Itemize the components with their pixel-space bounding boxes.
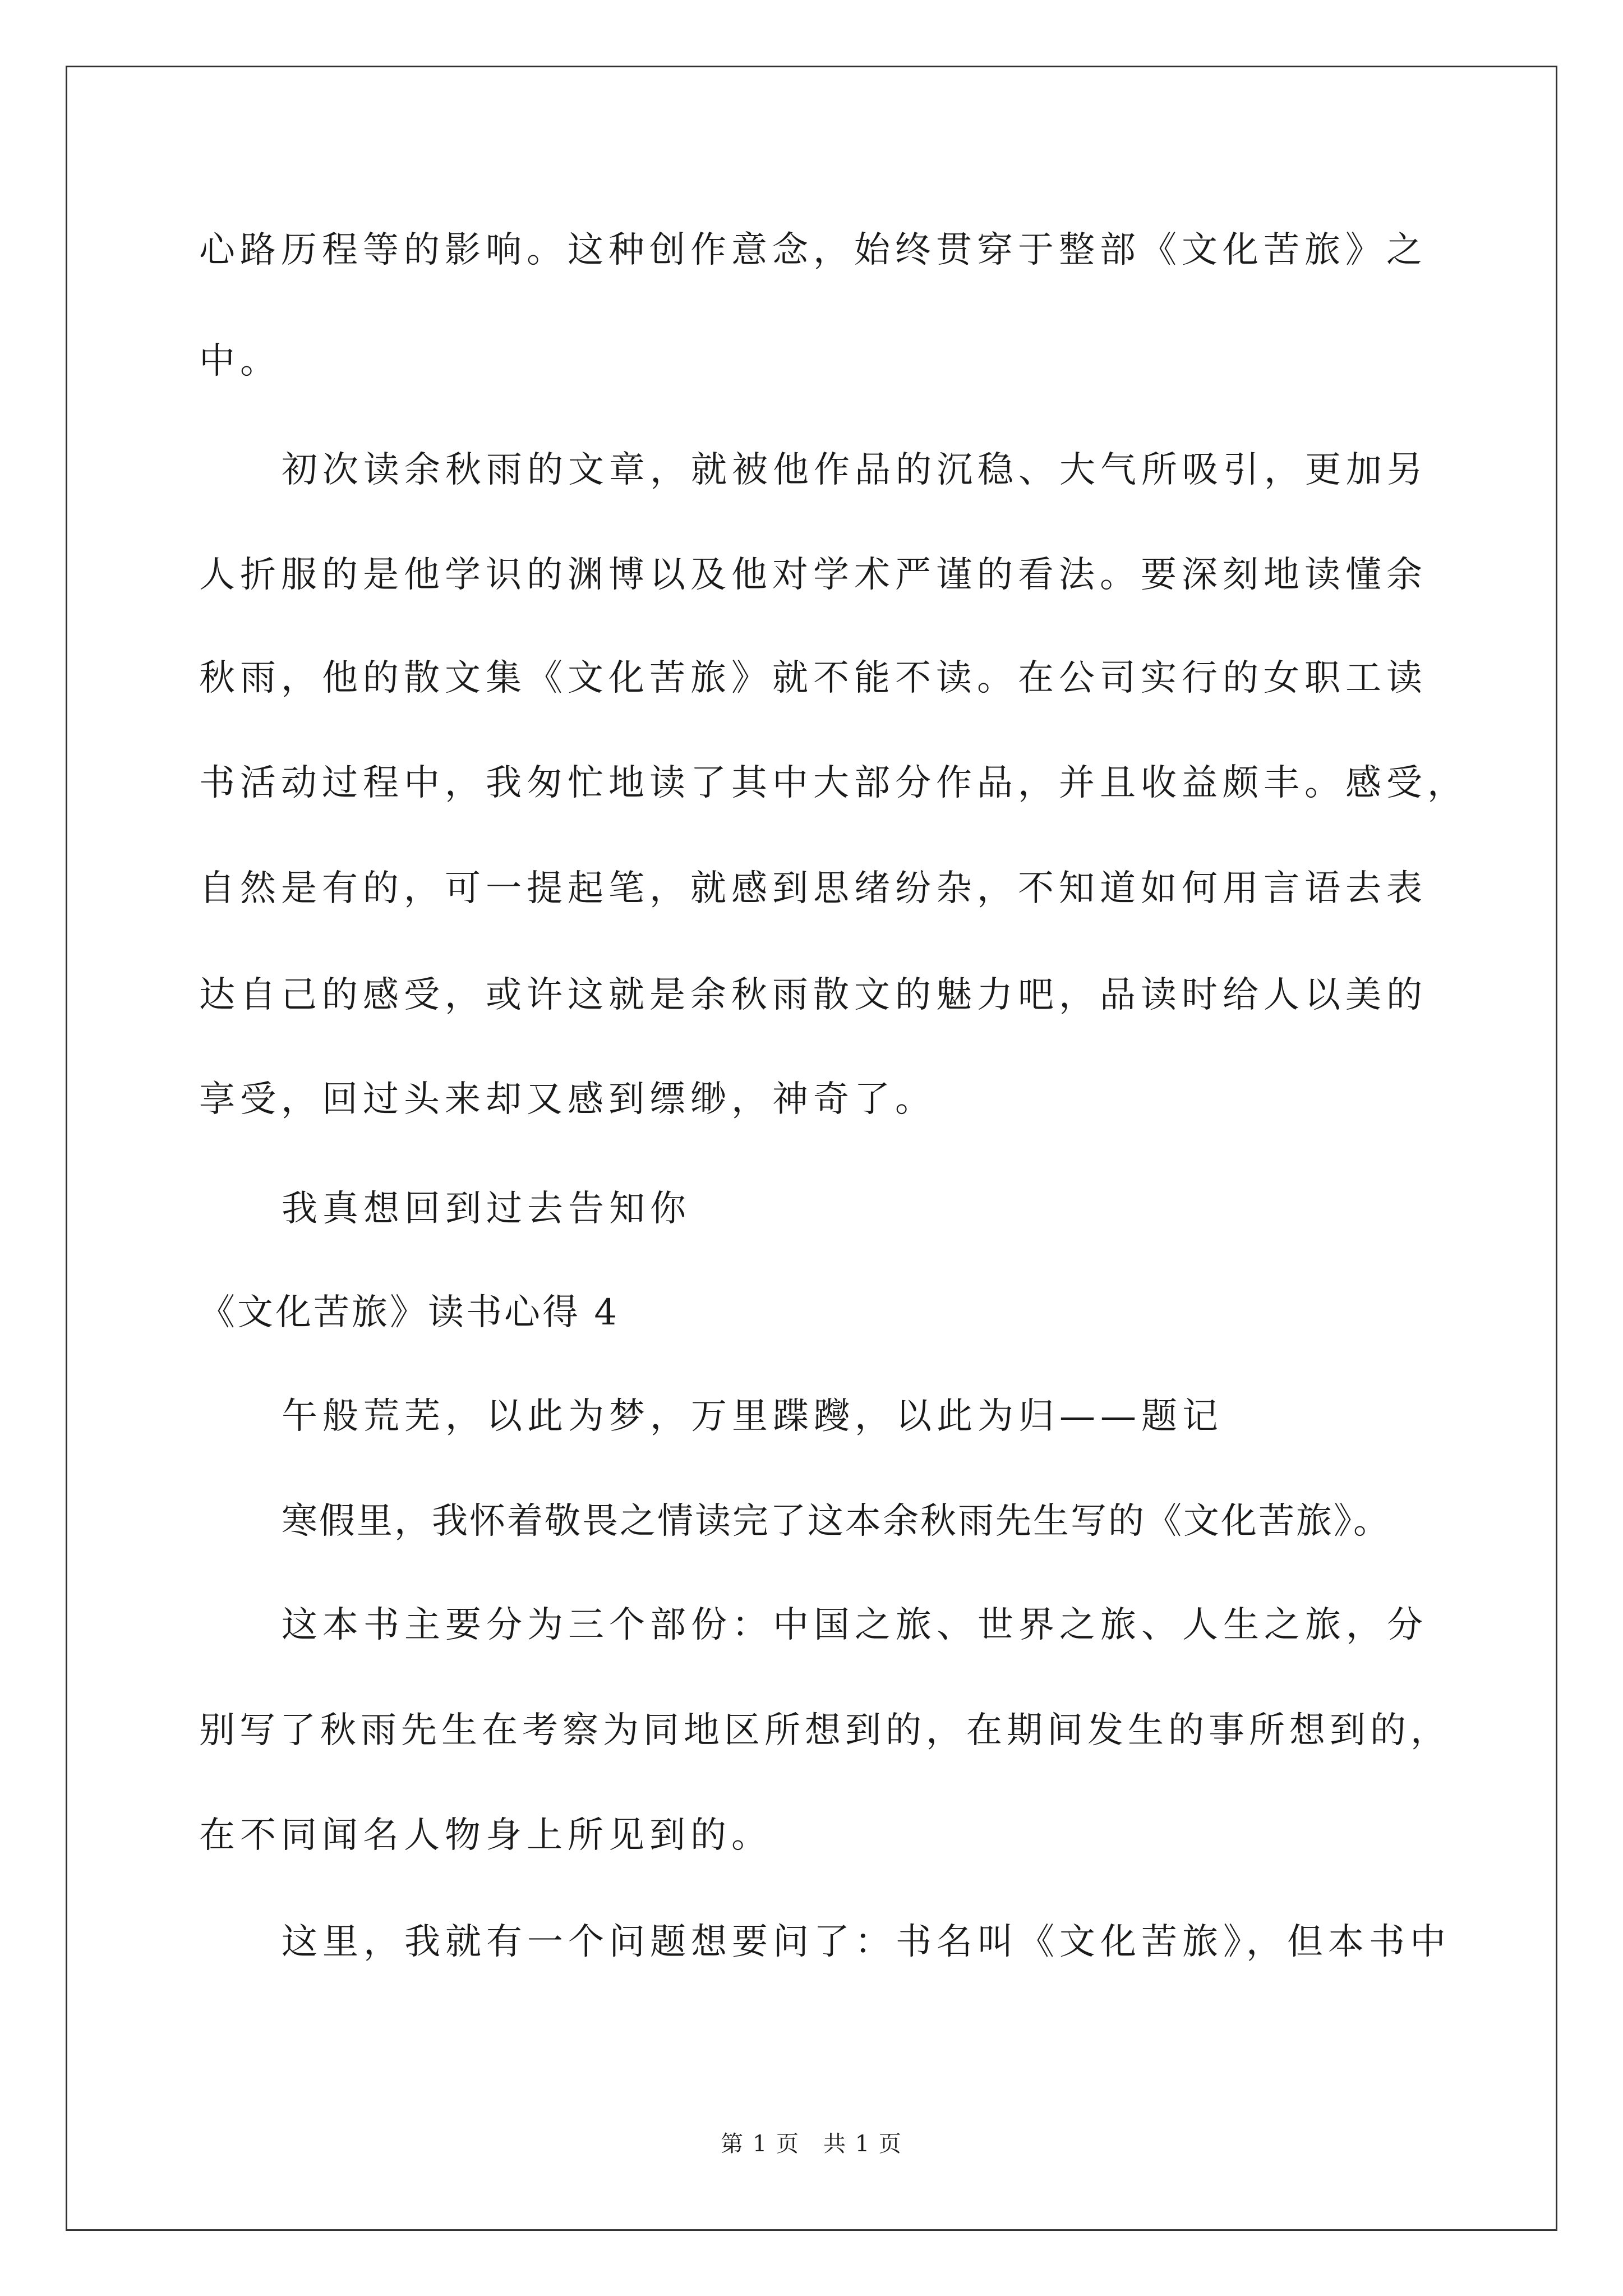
body-line: 人折服的是他学识的渊博以及他对学术严谨的看法。要深刻地读懂余 [199,554,1427,596]
body-line: 心路历程等的影响。这种创作意念，始终贯穿于整部《文化苦旅》之 [199,229,1427,271]
body-line: 达自己的感受，或许这就是余秋雨散文的魅力吧，品读时给人以美的 [199,974,1427,1016]
section-heading: 《文化苦旅》读书心得 4 [199,1292,620,1333]
body-line: 自然是有的，可一提起笔，就感到思绪纷杂，不知道如何用言语去表 [199,868,1427,909]
body-line: 别写了秋雨先生在考察为同地区所想到的，在期间发生的事所想到的， [199,1710,1451,1751]
paragraph-first-line: 这里，我就有一个问题想要问了：书名叫《文化苦旅》，但本书中 [282,1921,1451,1963]
paragraph-first-line: 寒假里，我怀着敬畏之情读完了这本余秋雨先生写的《文化苦旅》。 [282,1501,1391,1542]
body-line: 秋雨，他的散文集《文化苦旅》就不能不读。在公司实行的女职工读 [199,657,1427,699]
body-line: 在不同闻名人物身上所见到的。 [199,1815,772,1856]
paragraph-first-line: 这本书主要分为三个部份：中国之旅、世界之旅、人生之旅，分 [282,1604,1428,1646]
paragraph-first-line: 初次读余秋雨的文章，就被他作品的沉稳、大气所吸引，更加另 [282,449,1428,491]
body-line: 中。 [199,341,281,382]
epigraph-line: 午般荒芜，以此为梦，万里蹀躞，以此为归——题记 [282,1396,1223,1437]
body-line: 享受，回过头来却又感到缥缈，神奇了。 [199,1079,936,1120]
page-number-footer: 第 1 页 共 1 页 [721,2131,902,2157]
body-line: 书活动过程中，我匆忙地读了其中大部分作品，并且收益颇丰。感受， [199,762,1468,804]
paragraph-first-line: 我真想回到过去告知你 [282,1188,691,1230]
page-border [66,66,1557,2231]
